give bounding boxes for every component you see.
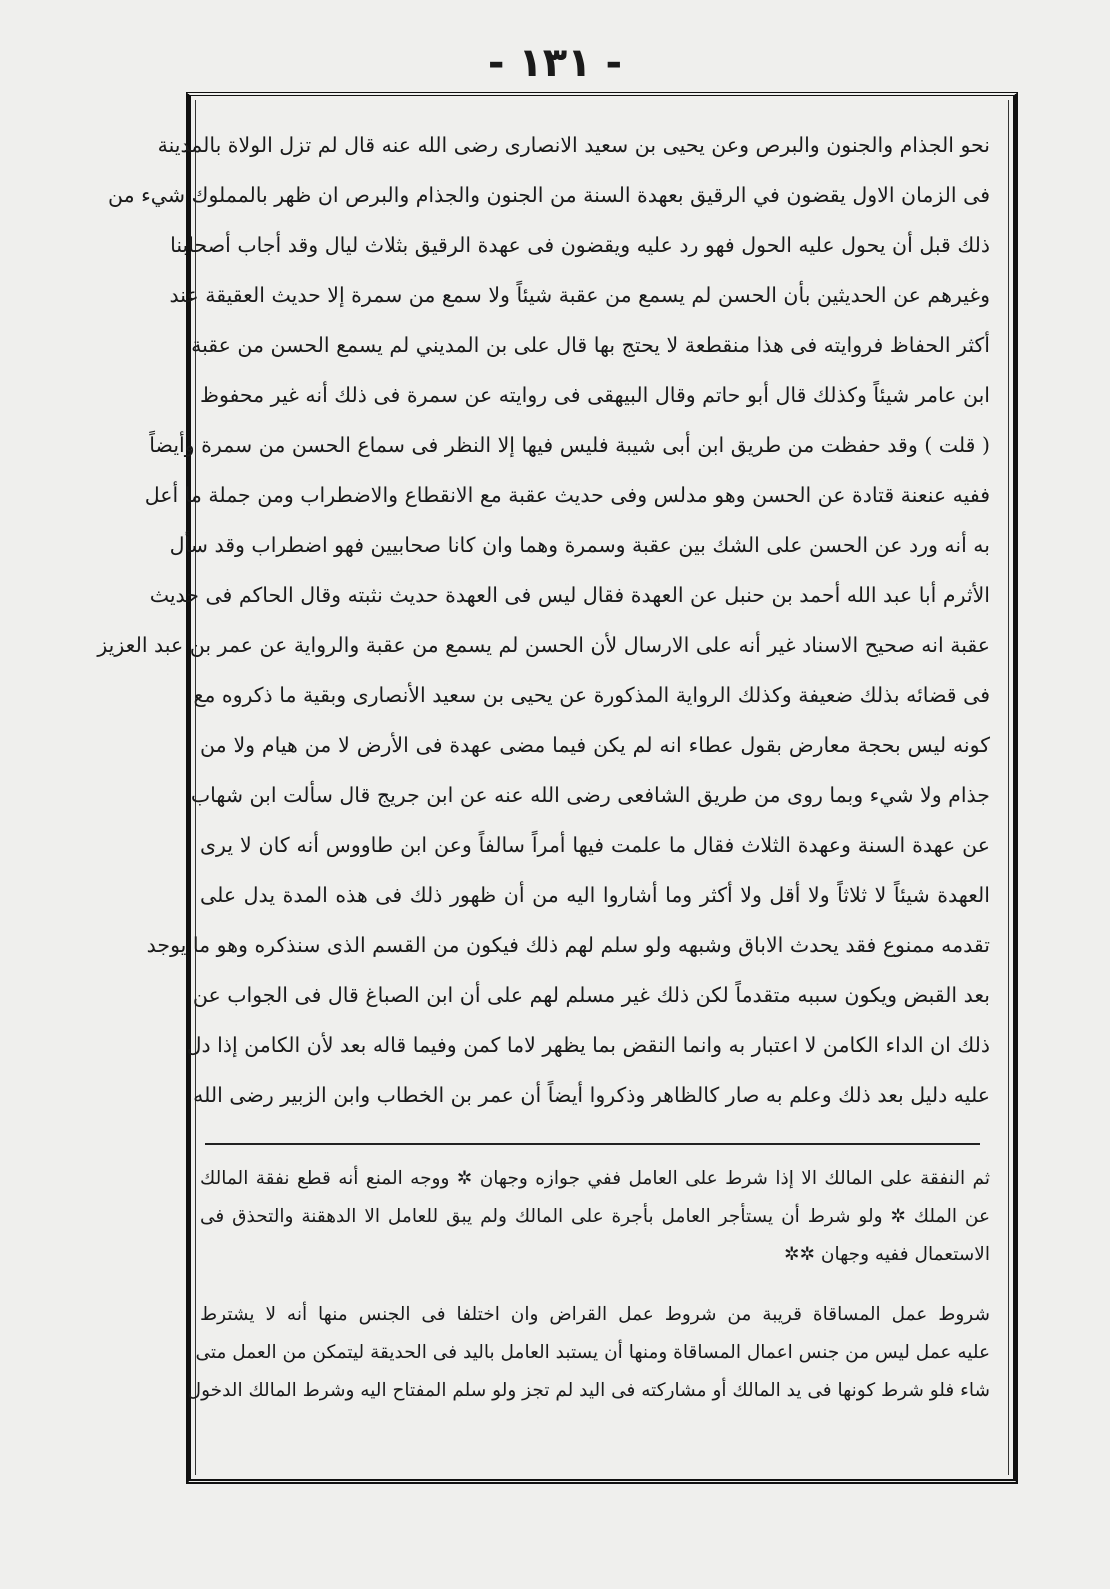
text-line: نحو الجذام والجنون والبرص وعن يحيى بن سعيد الانصارى رضى الله عنه قال لم تزل الولاة بالمدينة — [157, 133, 990, 157]
text-line: كونه ليس بحجة معارض بقول عطاء انه لم يكن فيما مضى عهدة فى الأرض لا من هيام ولا من — [200, 733, 990, 757]
text-line: فى الزمان الاول يقضون في الرقيق بعهدة السنة من الجنون والجذام والبرص ان ظهر بالمملوك شيء من — [108, 183, 990, 207]
text-line: عن عهدة السنة وعهدة الثلاث فقال ما علمت فيها أمراً سالفاً وعن ابن طاووس أنه كان لا يرى — [200, 833, 990, 857]
footnote-line: الاستعمال ففيه وجهان ✲✲ — [784, 1244, 990, 1265]
text-line: ذلك قبل أن يحول عليه الحول فهو رد عليه ويقضون فى عهدة الرقيق بثلاث ليال وقد أجاب أصحابنا — [170, 233, 990, 257]
page-number: - ١٣١ - — [487, 40, 623, 86]
text-line: ففيه عنعنة قتادة عن الحسن وهو مدلس وفى حديث عقبة مع الانقطاع والاضطراب ومن جملة ما أعل — [144, 483, 990, 507]
text-line: ابن عامر شيئاً وكذلك قال أبو حاتم وقال البيهقى فى روايته عن سمرة فى ذلك أنه غير محفوظ — [199, 383, 990, 407]
text-line: الأثرم أبا عبد الله أحمد بن حنبل عن العهدة فقال ليس فى العهدة حديث نثبته وقال الحاكم فى حديث — [149, 583, 990, 607]
main-text — [97, 120, 990, 1120]
text-line: ( قلت ) وقد حفظت من طريق ابن أبى شيبة فليس فيها إلا النظر فى سماع الحسن من سمرة وأيضاً — [149, 433, 990, 457]
footnote-line: ثم النفقة على المالك الا إذا شرط على العامل ففي جوازه وجهان ✲ ووجه المنع أنه قطع نفقة المالك — [200, 1168, 990, 1189]
text-line: عقبة انه صحيح الاسناد غير أنه على الارسال لأن الحسن لم يسمع من عقبة والرواية عن عمر بن عبد العزيز — [97, 633, 990, 657]
text-line: بعد القبض ويكون سببه متقدماً لكن ذلك غير مسلم لهم على أن ابن الصباغ قال فى الجواب عن — [192, 983, 990, 1007]
footnote-line: شروط عمل المساقاة قريبة من شروط عمل القراض وان اختلفا فى الجنس منها أنه لا يشترط — [200, 1304, 990, 1325]
text-line: العهدة شيئاً لا ثلاثاً ولا أقل ولا أكثر وما أشاروا اليه من أن ظهور ذلك فى هذه المدة يدل على — [200, 883, 990, 907]
text-line: جذام ولا شيء وبما روى من طريق الشافعى رضى الله عنه عن ابن جريج قال سألت ابن شهاب — [190, 783, 990, 807]
footnote-line: عليه عمل ليس من جنس اعمال المساقاة ومنها أن يستبد العامل باليد فى الحديقة ليتمكن من العمل متى — [195, 1342, 990, 1363]
text-line: أكثر الحفاظ فروايته فى هذا منقطعة لا يحتج بها قال على بن المديني لم يسمع الحسن من عقبة — [191, 333, 990, 357]
text-line: به أنه ورد عن الحسن على الشك بين عقبة وسمرة وهما وان كانا صحابيين فهو اضطراب وقد سأل — [169, 533, 990, 557]
text-line: ذلك ان الداء الكامن لا اعتبار به وانما النقض بما يظهر لاما كمن وفيما قاله بعد لأن الكامن إذا دل — [186, 1033, 990, 1057]
footnote-line: شاء فلو شرط كونها فى يد المالك أو مشاركته فى اليد لم تجز ولو سلم المفتاح اليه وشرط المالك الدخول — [187, 1380, 990, 1401]
footnote-divider — [205, 1143, 980, 1145]
text-line: عليه دليل بعد ذلك وعلم به صار كالظاهر وذكروا أيضاً أن عمر بن الخطاب وابن الزبير رضى الله — [193, 1083, 990, 1107]
text-line: فى قضائه بذلك ضعيفة وكذلك الرواية المذكورة عن يحيى بن سعيد الأنصارى وبقية ما ذكروه مع — [193, 683, 990, 707]
footnote-text — [187, 1160, 990, 1410]
text-line: تقدمه ممنوع فقد يحدث الاباق وشبهه ولو سلم لهم ذلك فيكون من القسم الذى سنذكره وهو ما يوجد — [146, 933, 990, 957]
text-line: وغيرهم عن الحديثين بأن الحسن لم يسمع من عقبة شيئاً ولا سمع من سمرة إلا حديث العقيقة عند — [169, 283, 990, 307]
footnote-line: عن الملك ✲ ولو شرط أن يستأجر العامل بأجرة على المالك ولم يبق للعامل الا الدهقنة والتحذق فى — [200, 1206, 990, 1227]
